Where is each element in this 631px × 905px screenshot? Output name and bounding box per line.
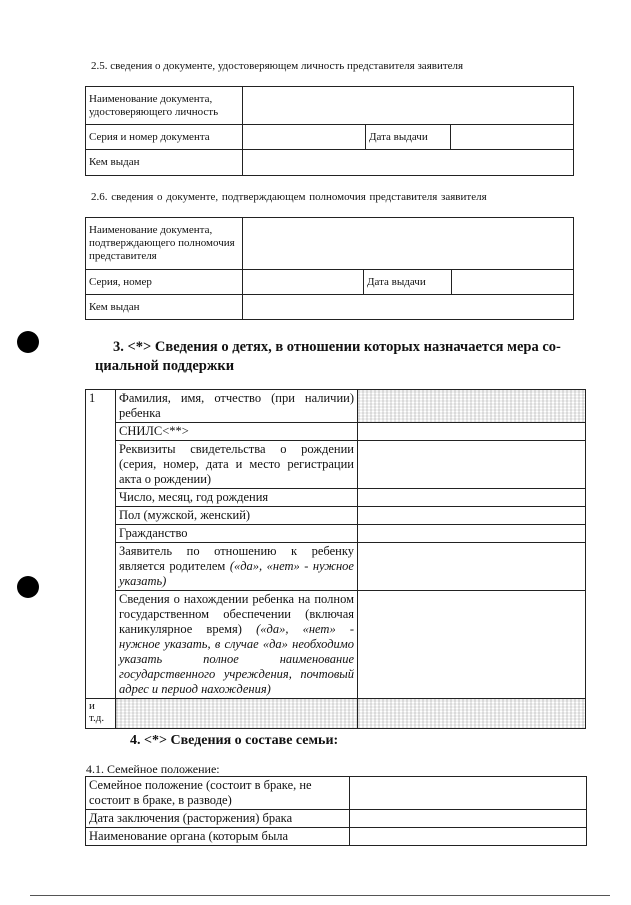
punch-hole-top — [17, 331, 39, 353]
auth-doc-name-field[interactable] — [243, 218, 574, 270]
auth-series-number-field[interactable] — [243, 270, 364, 295]
auth-issue-date-label: Дата выдачи — [364, 270, 452, 295]
child-row-number: 1 — [86, 390, 116, 699]
citizenship-label: Гражданство — [116, 525, 358, 543]
auth-issued-by-field[interactable] — [243, 295, 574, 320]
issued-by-label: Кем выдан — [86, 150, 243, 176]
child-snils-field[interactable] — [358, 423, 586, 441]
auth-issued-by-label: Кем выдан — [86, 295, 243, 320]
auth-doc-name-label: Наименование документа, подтверждающего полномочия представителя — [86, 218, 243, 270]
birth-certificate-field[interactable] — [358, 441, 586, 489]
section-4-1-title: 4.1. Семейное положение: — [86, 762, 220, 776]
applicant-parent-label — [116, 543, 358, 591]
section-3-title-line1: 3. <*> Сведения о детях, в отношении которых назначается мера со- — [113, 339, 561, 355]
doc-name-field[interactable] — [243, 87, 574, 125]
registry-office-label: Наименование органа (которым была — [86, 828, 350, 846]
auth-issue-date-field[interactable] — [452, 270, 574, 295]
section-4-title: 4. <*> Сведения о составе семьи: — [130, 733, 339, 748]
gender-field[interactable] — [358, 507, 586, 525]
state-support-hint: («да», «нет» - нужное указать, в случае «да» необходимо указать полное наименование государственного учреждения, почтовый адрес и период нахождения) — [119, 622, 355, 696]
page-bottom-rule — [30, 895, 610, 896]
etc-row-label-cell — [116, 699, 358, 729]
marital-status-label: Семейное положение (состоит в браке, не состоит в браке, в разводе) — [86, 777, 350, 810]
section-2-6-table — [85, 217, 574, 320]
registry-office-field[interactable] — [350, 828, 587, 846]
section-2-6-title: 2.6. сведения о документе, подтверждающем полномочия представителя заявителя — [91, 191, 487, 203]
section-2-5-table — [85, 86, 574, 176]
citizenship-field[interactable] — [358, 525, 586, 543]
state-support-field[interactable] — [358, 591, 586, 699]
birth-date-field[interactable] — [358, 489, 586, 507]
children-table — [85, 389, 586, 729]
punch-hole-bottom — [17, 576, 39, 598]
auth-series-number-label: Серия, номер — [86, 270, 243, 295]
issued-by-field[interactable] — [243, 150, 574, 176]
state-support-label — [116, 591, 358, 699]
marriage-date-field[interactable] — [350, 810, 587, 828]
birth-date-label: Число, месяц, год рождения — [116, 489, 358, 507]
series-number-field[interactable] — [243, 125, 366, 150]
section-2-5-title: 2.5. сведения о документе, удостоверяющем личность представителя заявителя — [91, 60, 464, 72]
state-support-text: Сведения о нахождении ребенка на полном государственном обеспечении (включая каникулярное время) — [119, 592, 354, 636]
applicant-parent-text: Заявитель по отношению к ребенку является родителем — [119, 544, 354, 573]
etc-label: и т.д. — [86, 699, 116, 729]
family-table — [85, 776, 587, 846]
birth-certificate-label: Реквизиты свидетельства о рождении (серия, номер, дата и место регистрации акта о рождении) — [116, 441, 358, 489]
marital-status-field[interactable] — [350, 777, 587, 810]
gender-label: Пол (мужской, женский) — [116, 507, 358, 525]
etc-row-value-cell[interactable] — [358, 699, 586, 729]
applicant-parent-hint: («да», «нет» - нужное указать) — [119, 559, 354, 588]
child-name-label: Фамилия, имя, отчество (при наличии) ребенка — [116, 390, 358, 423]
section-3-title — [95, 338, 593, 376]
issue-date-label: Дата выдачи — [366, 125, 451, 150]
section-3-title-line2: циальной поддержки — [95, 358, 235, 374]
series-number-label: Серия и номер документа — [86, 125, 243, 150]
applicant-parent-field[interactable] — [358, 543, 586, 591]
child-snils-label: СНИЛС<**> — [116, 423, 358, 441]
child-name-field[interactable] — [358, 390, 586, 423]
doc-name-label: Наименование документа, удостоверяющего личность — [86, 87, 243, 125]
issue-date-field[interactable] — [451, 125, 574, 150]
marriage-date-label: Дата заключения (расторжения) брака — [86, 810, 350, 828]
